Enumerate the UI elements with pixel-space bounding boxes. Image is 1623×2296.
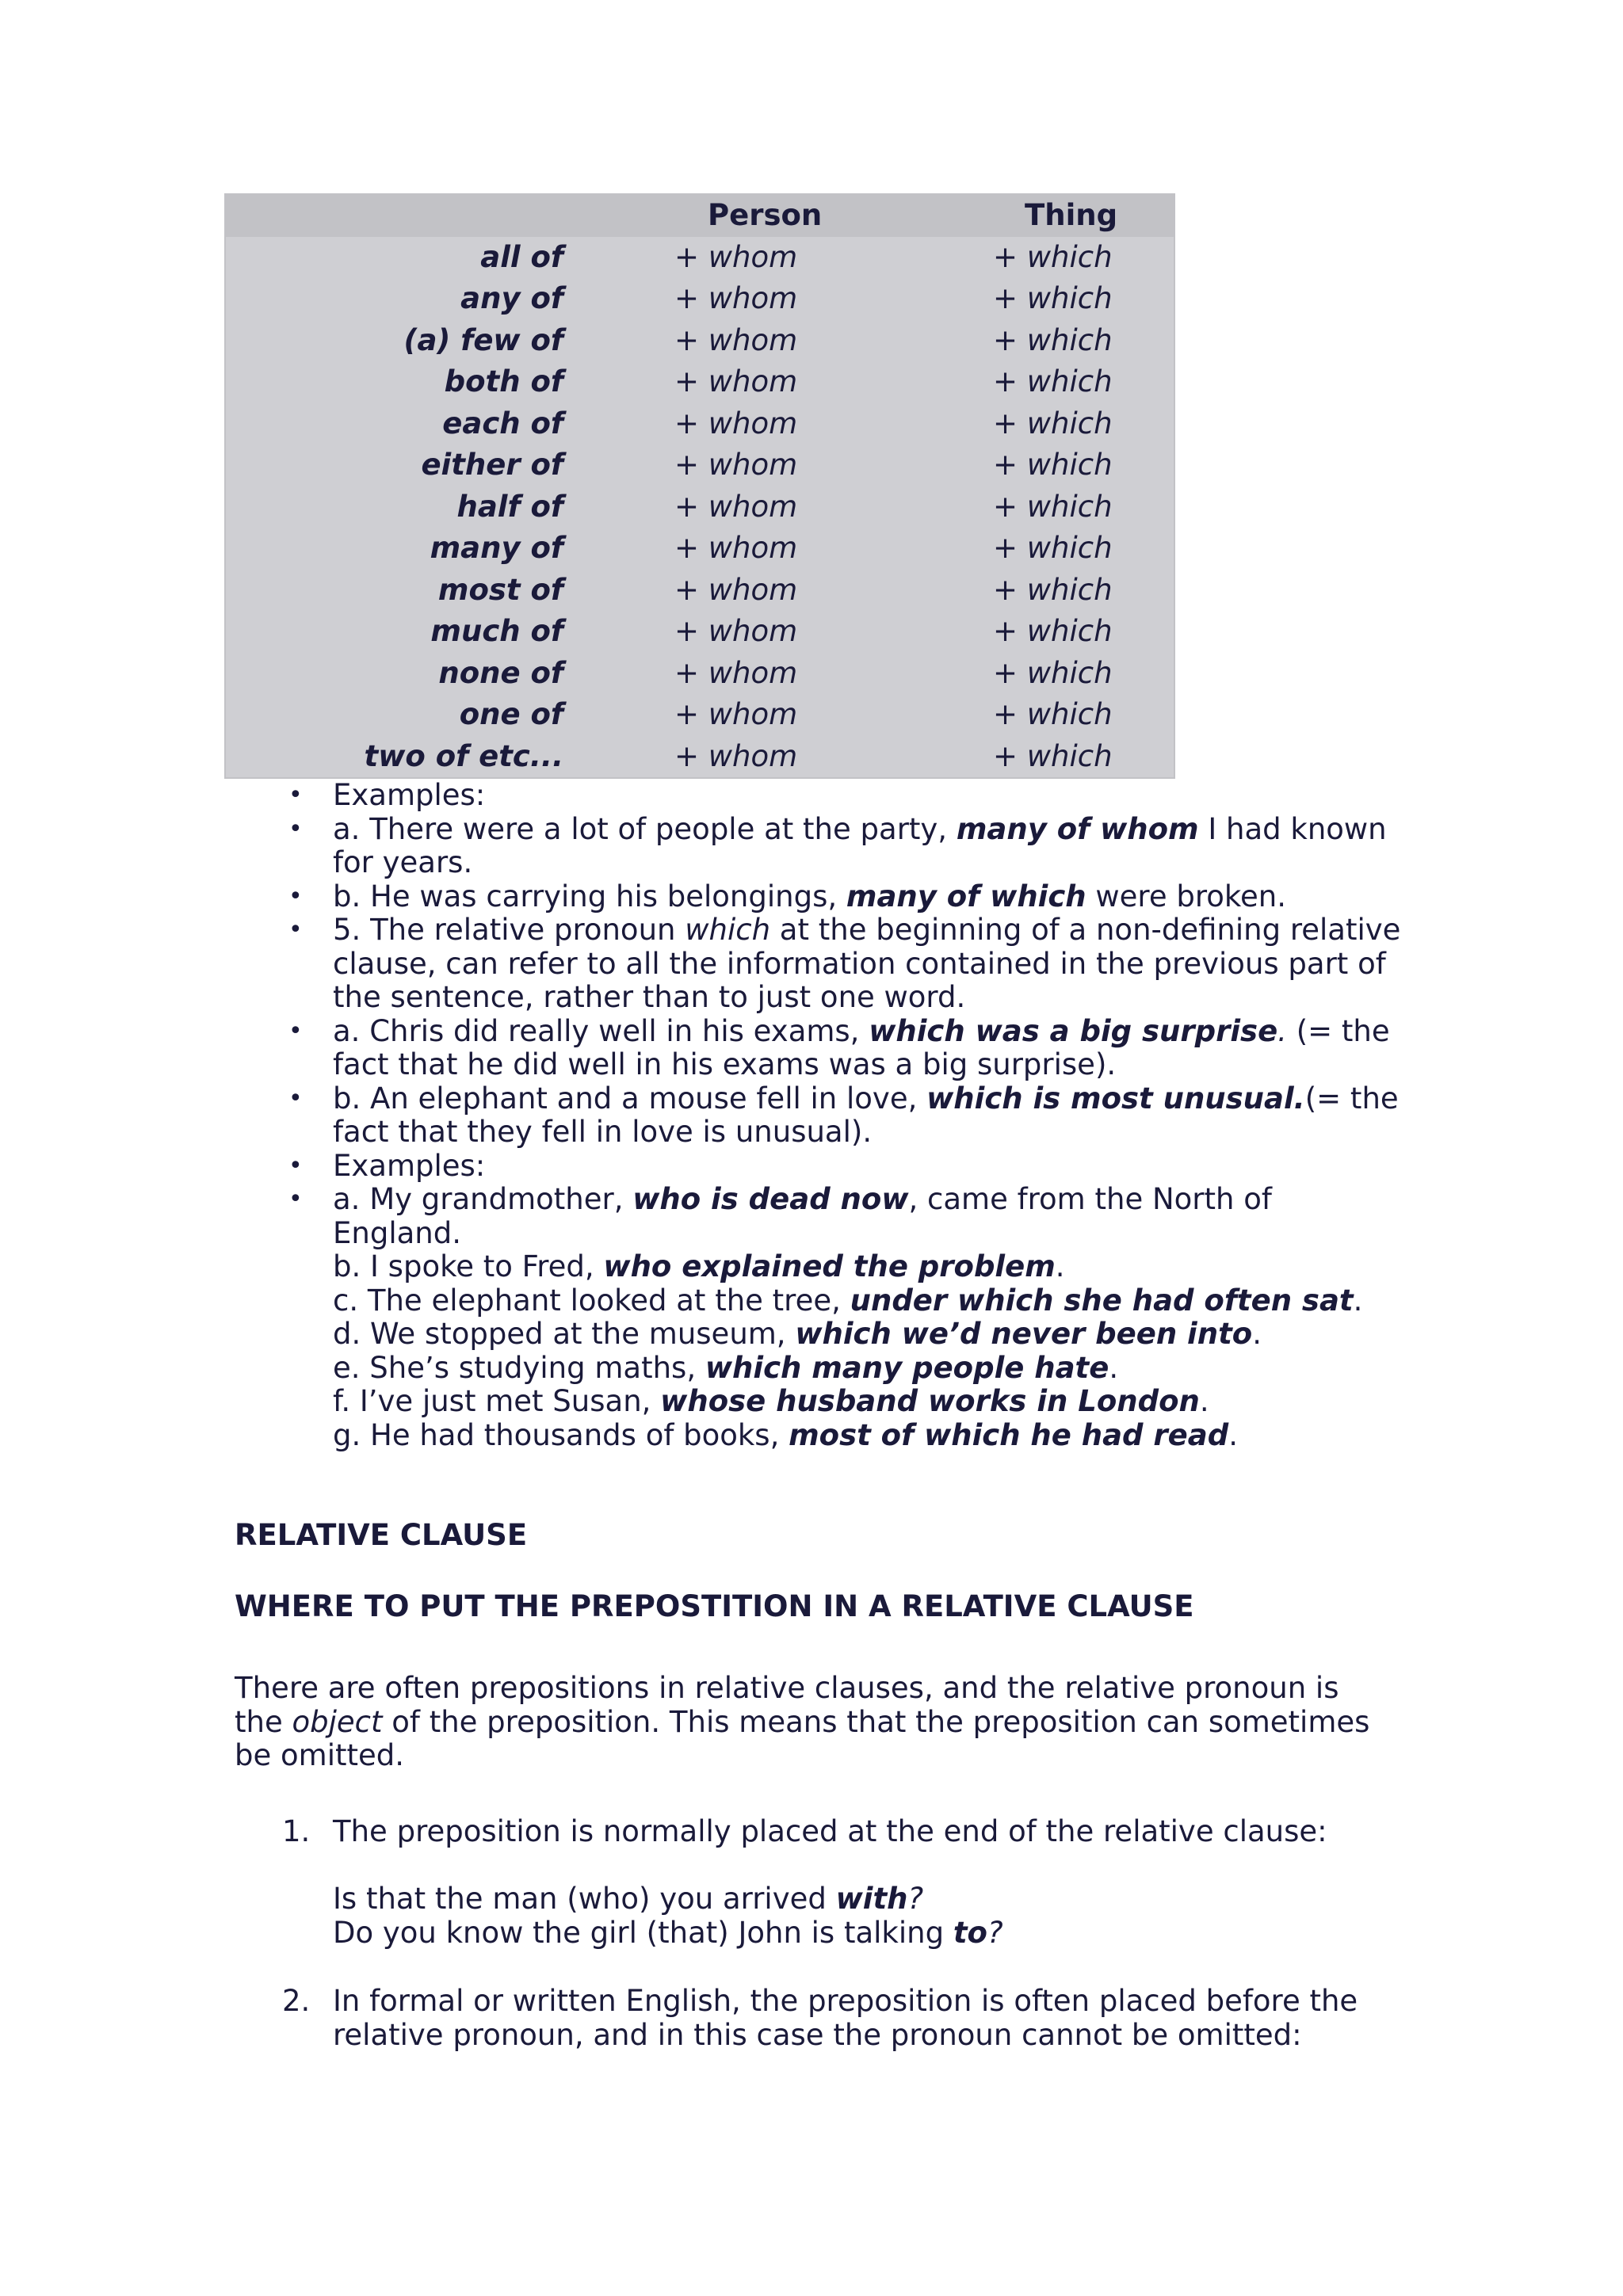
quantifier-cell: many of	[430, 531, 563, 565]
example-line: a. My grandmother, who is dead now, came from the North of England.	[333, 1182, 1272, 1250]
item-text: In formal or written English, the preposition is often placed before the relative pronoun, and in this case the pronoun cannot be omitted:	[333, 1984, 1358, 2052]
table-row	[225, 403, 1174, 445]
section-subheading: WHERE TO PUT THE PREPOSTITION IN A RELATIVE CLAUSE	[235, 1589, 1194, 1623]
thing-cell: + which	[993, 738, 1113, 773]
intro-paragraph: There are often prepositions in relative clauses, and the relative pronoun is the object of the preposition. This means that the preposition can sometimes be omitted.	[235, 1671, 1370, 1772]
bullet-icon: •	[288, 1084, 303, 1112]
example-line: Is that the man (who) you arrived with?	[333, 1882, 924, 1916]
quantifier-cell: (a) few of	[403, 322, 563, 357]
thing-cell: + which	[993, 281, 1113, 315]
thing-cell: + which	[993, 697, 1113, 731]
item-number: 1.	[282, 1814, 311, 1848]
list-item: • 5. The relative pronoun which at the beginning of a non-defining relative clause, can refer to all the information contained in the previous part of the sentence, rather than to just one word.	[288, 913, 1401, 1014]
person-cell: + whom	[674, 322, 798, 357]
example-line: c. The elephant looked at the tree, under which she had often sat.	[333, 1283, 1363, 1318]
table-row	[225, 528, 1174, 570]
person-cell: + whom	[674, 281, 798, 315]
thing-cell: + which	[993, 364, 1113, 399]
bullet-icon: •	[288, 1016, 303, 1045]
person-cell: + whom	[674, 697, 798, 731]
example-line: f. I’ve just met Susan, whose husband works in London.	[333, 1384, 1209, 1418]
person-cell: + whom	[674, 406, 798, 441]
table-row	[225, 570, 1174, 612]
table-row	[225, 320, 1174, 362]
thing-cell: + which	[993, 572, 1113, 607]
thing-cell: + which	[993, 239, 1113, 274]
header-empty-cell	[225, 194, 582, 237]
list-item	[0, 1183, 1623, 1452]
person-cell: + whom	[674, 572, 798, 607]
quantifier-cell: most of	[437, 572, 563, 607]
person-cell: + whom	[674, 531, 798, 565]
thing-cell: + which	[993, 489, 1113, 524]
header-thing: Thing	[993, 194, 1174, 237]
quantifier-cell: either of	[421, 448, 563, 482]
example-line: d. We stopped at the museum, which we’d never been into.	[333, 1317, 1262, 1351]
list-item: • Examples:	[288, 778, 486, 812]
bullet-list	[0, 779, 1623, 1452]
quantifier-cell: all of	[480, 239, 563, 274]
quantifier-cell: none of	[438, 655, 563, 690]
thing-cell: + which	[993, 655, 1113, 690]
table-row	[225, 486, 1174, 528]
quantifier-cell: half of	[456, 489, 563, 524]
thing-cell: + which	[993, 448, 1113, 482]
quantifier-cell: much of	[430, 614, 563, 648]
list-item: • b. He was carrying his belongings, many of which were broken.	[288, 879, 1286, 913]
example-line: g. He had thousands of books, most of which he had read.	[333, 1417, 1238, 1452]
bullet-icon: •	[288, 781, 303, 809]
example-line: b. I spoke to Fred, who explained the problem.	[333, 1249, 1065, 1283]
person-cell: + whom	[674, 489, 798, 524]
table-row	[225, 278, 1174, 320]
thing-cell: + which	[993, 322, 1113, 357]
header-person: Person	[582, 194, 993, 237]
list-item: • b. An elephant and a mouse fell in love, which is most unusual.(= the fact that they fell in love is unusual).	[288, 1081, 1399, 1149]
table-row	[225, 736, 1174, 779]
item-number: 2.	[282, 1984, 311, 2018]
quantifier-cell: each of	[442, 406, 563, 441]
bullet-icon: •	[288, 916, 303, 944]
person-cell: + whom	[674, 655, 798, 690]
table-row	[225, 653, 1174, 695]
quantifier-cell: any of	[460, 281, 563, 315]
table-header-row	[225, 194, 1174, 237]
person-cell: + whom	[674, 448, 798, 482]
list-item: • a. There were a lot of people at the party, many of whom I had known for years.	[288, 811, 1387, 879]
person-cell: + whom	[674, 614, 798, 648]
bullet-icon: •	[288, 882, 303, 910]
table-row	[225, 611, 1174, 653]
thing-cell: + which	[993, 614, 1113, 648]
person-cell: + whom	[674, 239, 798, 274]
table-row	[225, 361, 1174, 403]
person-cell: + whom	[674, 738, 798, 773]
example-line: e. She’s studying maths, which many people hate.	[333, 1350, 1119, 1385]
quantifier-cell: one of	[459, 697, 563, 731]
list-item: • a. Chris did really well in his exams, which was a big surprise. (= the fact that he did well in his exams was a big surprise).	[288, 1013, 1390, 1081]
person-cell: + whom	[674, 364, 798, 399]
bullet-icon: •	[288, 1185, 303, 1213]
list-item: • Examples:	[288, 1148, 486, 1183]
quantifier-cell: both of	[444, 364, 563, 399]
bullet-icon: •	[288, 1151, 303, 1180]
bullet-icon: •	[288, 814, 303, 843]
table-row	[225, 237, 1174, 279]
example-line: Do you know the girl (that) John is talking to?	[333, 1916, 1003, 1950]
quantifier-cell: two of etc...	[364, 738, 563, 773]
item-text: The preposition is normally placed at the end of the relative clause:	[333, 1814, 1327, 1848]
table-row	[225, 694, 1174, 736]
thing-cell: + which	[993, 531, 1113, 565]
section-heading: RELATIVE CLAUSE	[235, 1518, 528, 1552]
table-row	[225, 444, 1174, 486]
quantifier-table	[224, 193, 1175, 779]
thing-cell: + which	[993, 406, 1113, 441]
